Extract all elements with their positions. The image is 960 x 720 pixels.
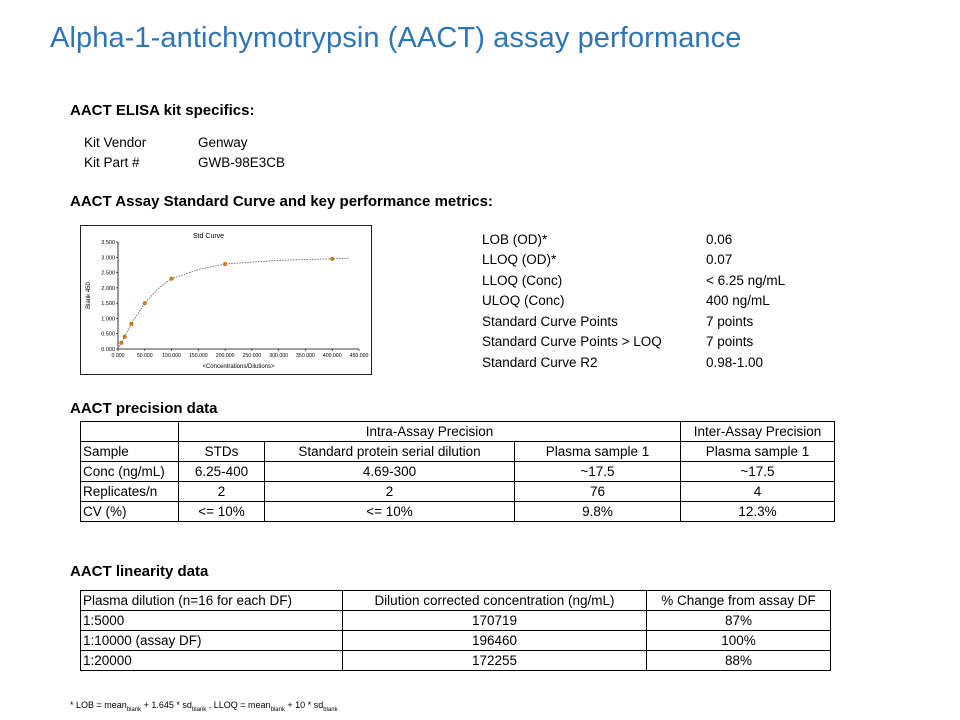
table-cell: 1:20000 [81, 651, 343, 671]
table-row [81, 462, 835, 482]
data-point [143, 301, 147, 305]
metric-value: 0.06 [706, 231, 733, 247]
footnote-sub: blank [270, 706, 285, 713]
table-cell: 88% [647, 651, 831, 671]
table-cell: 87% [647, 611, 831, 631]
table-header-cell: Dilution corrected concentration (ng/mL) [343, 591, 647, 611]
table-cell: Replicates/n [81, 482, 179, 502]
kit-value: Genway [198, 134, 248, 150]
table-cell: 2 [265, 482, 515, 502]
y-tick-label: 2.500 [101, 270, 115, 277]
x-tick-label: 450.000 [349, 353, 369, 359]
data-point [123, 335, 127, 339]
metric-label: LOB (OD)* [482, 231, 548, 247]
table-cell: 4.69-300 [265, 462, 515, 482]
table-cell: 172255 [343, 651, 647, 671]
table-header-cell: % Change from assay DF [647, 591, 831, 611]
x-tick-label: 250.000 [242, 353, 262, 359]
x-tick-label: 0.000 [111, 353, 125, 359]
precision-heading: AACT precision data [70, 400, 218, 417]
x-axis-label: <Concentrations/Dilutions> [202, 364, 275, 370]
metric-value: 7 points [706, 334, 754, 350]
y-tick-label: 2.000 [101, 285, 115, 292]
metric-row [482, 291, 785, 312]
footnote-part: + 10 * sd [284, 700, 324, 710]
metric-row [482, 352, 785, 373]
kit-value: GWB-98E3CB [198, 154, 286, 170]
x-tick-label: 400.000 [322, 353, 342, 359]
metric-label: LLOQ (Conc) [482, 272, 563, 288]
linearity-heading: AACT linearity data [70, 563, 209, 580]
footnote-part: , LLOQ = mean [206, 700, 271, 710]
table-cell: Plasma sample 1 [515, 442, 681, 462]
chart-title: Std Curve [192, 233, 225, 240]
metric-value: 0.98-1.00 [706, 354, 764, 370]
footnote [70, 700, 338, 713]
table-header-cell: Plasma dilution (n=16 for each DF) [81, 591, 343, 611]
x-tick-label: 150.000 [188, 353, 208, 359]
kit-row-part [84, 152, 285, 172]
standard-curve-svg [81, 226, 371, 374]
x-tick-label: 200.000 [215, 353, 235, 359]
linearity-table-wrap [80, 590, 831, 671]
table-cell: 4 [681, 482, 835, 502]
table-cell: ~17.5 [681, 462, 835, 482]
table-cell: <= 10% [179, 502, 265, 522]
y-tick-label: 1.000 [101, 316, 115, 323]
table-row [81, 482, 835, 502]
linearity-table [80, 590, 831, 671]
metric-label: Standard Curve R2 [482, 354, 598, 370]
footnote-sub: blank [191, 706, 207, 713]
table-row [81, 442, 835, 462]
data-point [170, 277, 174, 281]
footnote-sub: blank [126, 706, 142, 713]
metric-row [482, 270, 785, 291]
footnote-part: + 1.645 * sd [141, 700, 192, 710]
table-cell: 196460 [343, 631, 647, 651]
metric-label: Standard Curve Points > LOQ [482, 334, 662, 350]
kit-label: Kit Part # [84, 154, 140, 170]
table-cell: Standard protein serial dilution [265, 442, 515, 462]
metric-row [482, 311, 785, 332]
page-title: Alpha-1-antichymotrypsin (AACT) assay performance [50, 22, 742, 54]
table-cell: 12.3% [681, 502, 835, 522]
table-cell: Conc (ng/mL) [81, 462, 179, 482]
curve-heading: AACT Assay Standard Curve and key performance metrics: [70, 193, 493, 210]
precision-table [80, 421, 835, 522]
kit-heading: AACT ELISA kit specifics: [70, 102, 255, 119]
y-axis-label: Blank 450 [86, 282, 92, 309]
precision-group-row [81, 422, 835, 442]
table-row [81, 611, 831, 631]
table-cell: <= 10% [265, 502, 515, 522]
standard-curve-chart [80, 225, 372, 375]
metric-row [482, 250, 785, 271]
footnote-sub: blank [323, 706, 338, 713]
table-cell: Sample [81, 442, 179, 462]
metric-label: ULOQ (Conc) [482, 293, 565, 309]
table-cell: 100% [647, 631, 831, 651]
data-point [223, 262, 227, 266]
metric-value: 0.07 [706, 252, 733, 268]
metric-label: LLOQ (OD)* [482, 252, 557, 268]
precision-group-empty [81, 422, 179, 442]
table-cell: ~17.5 [515, 462, 681, 482]
metric-row [482, 332, 785, 353]
footnote-part: * LOB = mean [70, 700, 127, 710]
performance-metrics [482, 229, 785, 373]
table-row [81, 651, 831, 671]
data-point [120, 341, 124, 345]
precision-table-wrap [80, 421, 835, 522]
x-tick-label: 300.000 [269, 353, 289, 359]
y-tick-label: 1.500 [101, 301, 115, 308]
table-row [81, 631, 831, 651]
table-header-row [81, 591, 831, 611]
kit-label: Kit Vendor [84, 134, 147, 150]
kit-specifics [84, 132, 285, 172]
table-cell: 1:5000 [81, 611, 343, 631]
table-cell: Plasma sample 1 [681, 442, 835, 462]
precision-group-intra: Intra-Assay Precision [179, 422, 681, 442]
metric-value: < 6.25 ng/mL [706, 272, 786, 288]
precision-group-inter: Inter-Assay Precision [681, 422, 835, 442]
data-point [130, 322, 134, 326]
table-cell: CV (%) [81, 502, 179, 522]
x-tick-label: 50.000 [136, 353, 153, 359]
x-tick-label: 350.000 [296, 353, 315, 359]
table-cell: 1:10000 (assay DF) [81, 631, 343, 651]
metric-label: Standard Curve Points [482, 313, 618, 329]
table-cell: 76 [515, 482, 681, 502]
y-tick-label: 0.000 [101, 347, 115, 353]
table-cell: STDs [179, 442, 265, 462]
x-tick-label: 100.000 [162, 353, 181, 359]
table-row [81, 502, 835, 522]
metric-value: 7 points [706, 313, 754, 329]
table-cell: 170719 [343, 611, 647, 631]
metric-row [482, 229, 785, 250]
table-cell: 2 [179, 482, 265, 502]
data-point [330, 257, 334, 261]
table-cell: 9.8% [515, 502, 681, 522]
fit-curve-line [118, 258, 348, 349]
kit-row-vendor [84, 132, 285, 152]
metric-value: 400 ng/mL [706, 293, 770, 309]
y-tick-label: 3.000 [101, 255, 115, 262]
y-tick-label: 3.500 [101, 240, 115, 246]
y-tick-label: 0.500 [101, 331, 115, 338]
table-cell: 6.25-400 [179, 462, 265, 482]
